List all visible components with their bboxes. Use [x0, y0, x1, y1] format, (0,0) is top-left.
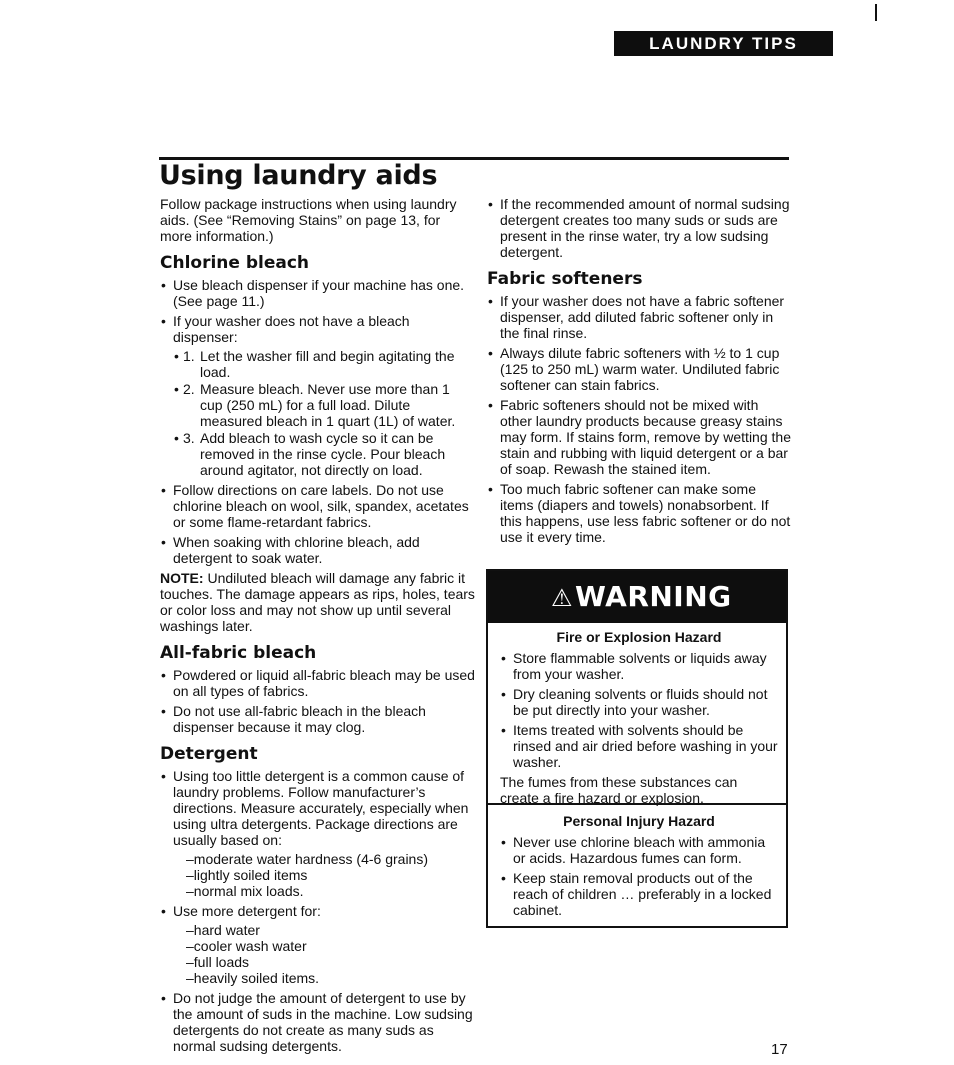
- chlorine-bullets: [160, 277, 475, 566]
- softener-bullets: [487, 293, 792, 545]
- list-item: [160, 313, 475, 478]
- chlorine-bleach-heading: Chlorine bleach: [160, 253, 310, 273]
- list-item: • Keep stain removal products out of the reach of children … preferably in a locked cabinet.: [500, 870, 778, 918]
- fire-hazard-heading: Fire or Explosion Hazard: [556, 629, 722, 645]
- injury-hazard-section: [488, 805, 786, 918]
- warning-title: WARNING: [575, 580, 732, 613]
- step-number: • 3.: [183, 430, 195, 446]
- list-item: [160, 768, 475, 899]
- step-text: Add bleach to wash cycle so it can be removed in the rinse cycle. Pour bleach around agitator, not directly on load.: [200, 430, 446, 478]
- sub-item: –lightly soiled items: [186, 867, 308, 883]
- detergent-bullets: [160, 768, 475, 1054]
- list-item-text: Using too little detergent is a common cause of laundry problems. Follow manufacturer’s directions. Measure accurately, especially when using ultra detergents. Package directions are usually based on:: [173, 768, 469, 848]
- fabric-softeners-heading: Fabric softeners: [487, 269, 643, 289]
- injury-hazard-bullets: [500, 834, 778, 918]
- list-item: • Use bleach dispenser if your machine has one. (See page 11.): [160, 277, 475, 309]
- injury-hazard-heading: Personal Injury Hazard: [563, 813, 715, 829]
- page-title: Using laundry aids: [159, 160, 438, 191]
- warning-triangle-icon: ⚠: [551, 584, 574, 612]
- step-text: Measure bleach. Never use more than 1 cup (250 mL) for a full load. Dilute measured bleach in 1 quart (1L) of water.: [200, 381, 456, 429]
- sub-list: [173, 851, 475, 899]
- intro-paragraph: Follow package instructions when using laundry aids. (See “Removing Stains” on page 13, for more information.): [160, 196, 457, 244]
- bleach-steps: [173, 348, 475, 478]
- right-column: [487, 196, 792, 549]
- step-item: [173, 348, 475, 380]
- warning-box: [486, 569, 788, 928]
- list-item: • Fabric softeners should not be mixed with other laundry products because greasy stains may form. If stains form, remove by wetting the stain and rubbing with liquid detergent or a bar of soap. Rewash the stained item.: [487, 397, 792, 477]
- list-item: • Items treated with solvents should be rinsed and air dried before washing in your washer.: [500, 722, 778, 770]
- list-item: • Do not use all-fabric bleach in the bleach dispenser because it may clog.: [160, 703, 475, 735]
- list-item: • If your washer does not have a fabric softener dispenser, add diluted fabric softener only in the final rinse.: [487, 293, 792, 341]
- list-item: • Never use chlorine bleach with ammonia or acids. Hazardous fumes can form.: [500, 834, 778, 866]
- list-item: [160, 903, 475, 986]
- list-item: • Do not judge the amount of detergent to use by the amount of suds in the machine. Low sudsing detergents do not create as many suds as normal sudsing detergents.: [160, 990, 475, 1054]
- fire-hazard-closing: The fumes from these substances can create a fire hazard or explosion.: [500, 774, 738, 806]
- note-label: NOTE:: [160, 570, 204, 586]
- all-fabric-bullets: [160, 667, 475, 735]
- list-item-text: If your washer does not have a bleach dispenser:: [173, 313, 410, 345]
- step-text: Let the washer fill and begin agitating the load.: [200, 348, 455, 380]
- step-number: • 1.: [183, 348, 195, 364]
- list-item-text: Use more detergent for:: [173, 903, 321, 919]
- fire-hazard-section: [488, 623, 786, 806]
- list-item: • Always dilute fabric softeners with ½ to 1 cup (125 to 250 mL) warm water. Undiluted fabric softener can stain fabrics.: [487, 345, 792, 393]
- sub-item: –full loads: [186, 954, 250, 970]
- sub-item: –normal mix loads.: [186, 883, 304, 899]
- margin-mark: [875, 4, 877, 21]
- detergent-continued-bullets: [487, 196, 792, 260]
- step-number: • 2.: [183, 381, 195, 397]
- sub-item: –hard water: [186, 922, 260, 938]
- section-tab: LAUNDRY TIPS: [614, 31, 833, 56]
- sub-item: –heavily soiled items.: [186, 970, 320, 986]
- sub-item: –cooler wash water: [186, 938, 307, 954]
- list-item: • Store flammable solvents or liquids away from your washer.: [500, 650, 778, 682]
- sub-item: –moderate water hardness (4-6 grains): [186, 851, 429, 867]
- list-item: • Too much fabric softener can make some items (diapers and towels) nonabsorbent. If this happens, use less fabric softener or do not use it every time.: [487, 481, 792, 545]
- list-item: • Powdered or liquid all-fabric bleach may be used on all types of fabrics.: [160, 667, 475, 699]
- bleach-note: [160, 570, 475, 634]
- note-text: Undiluted bleach will damage any fabric it touches. The damage appears as rips, holes, tears or color loss and may not show up until several washings later.: [160, 570, 475, 634]
- step-item: [173, 430, 475, 478]
- step-item: [173, 381, 475, 429]
- list-item: • If the recommended amount of normal sudsing detergent creates too many suds or suds are present in the rinse water, try a low sudsing detergent.: [487, 196, 792, 260]
- sub-list: [173, 922, 475, 986]
- warning-header: [488, 571, 786, 623]
- all-fabric-bleach-heading: All-fabric bleach: [160, 643, 317, 663]
- list-item: • When soaking with chlorine bleach, add detergent to soak water.: [160, 534, 475, 566]
- left-column: [160, 196, 475, 1058]
- list-item: • Follow directions on care labels. Do not use chlorine bleach on wool, silk, spandex, acetates or some flame-retardant fabrics.: [160, 482, 475, 530]
- list-item: • Dry cleaning solvents or fluids should not be put directly into your washer.: [500, 686, 778, 718]
- detergent-heading: Detergent: [160, 744, 258, 764]
- page-number: 17: [771, 1041, 788, 1058]
- fire-hazard-bullets: [500, 650, 778, 770]
